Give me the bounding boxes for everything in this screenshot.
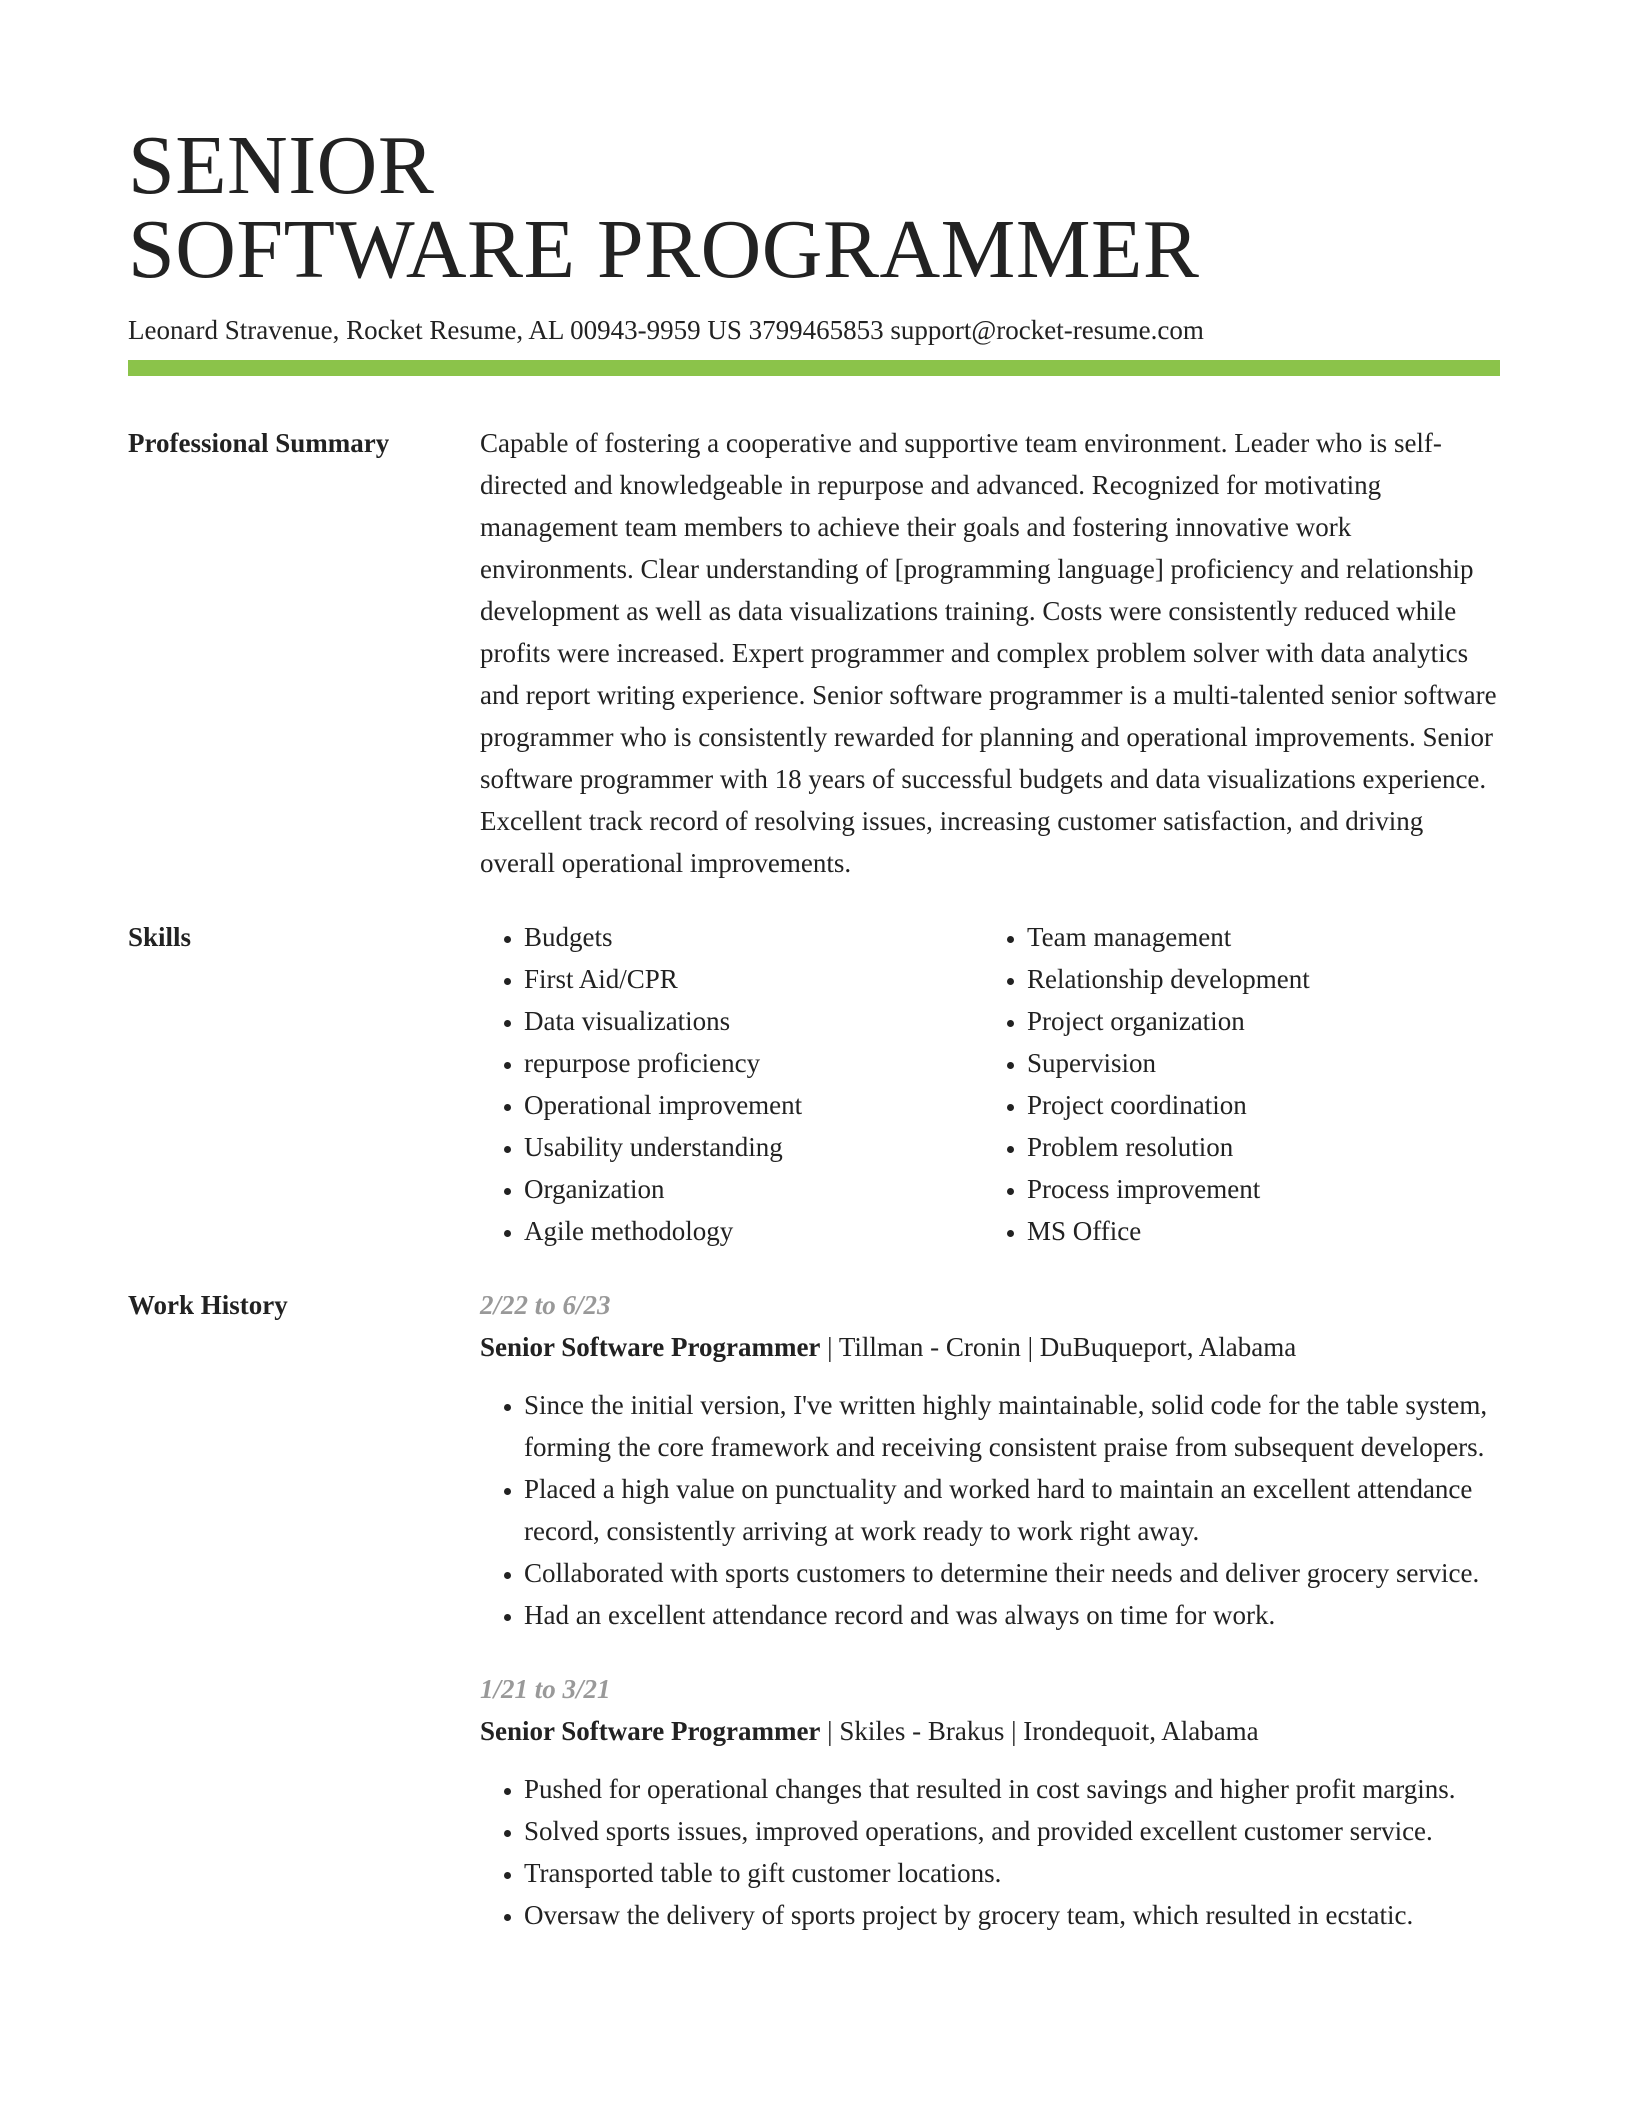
skill-item: • Operational improvement xyxy=(524,1084,983,1126)
work-history-section xyxy=(128,1284,1500,1936)
job-bullet: • Pushed for operational changes that resulted in cost savings and higher profit margins. xyxy=(524,1768,1500,1810)
skill-item: • Budgets xyxy=(524,916,983,958)
summary-label: Professional Summary xyxy=(128,428,390,458)
contact-info: Leonard Stravenue, Rocket Resume, AL 00943-9959 US 3799465853 support@rocket-resume.com xyxy=(128,315,1204,345)
job-bullet: • Collaborated with sports customers to determine their needs and deliver grocery service. xyxy=(524,1552,1500,1594)
summary-section xyxy=(128,422,1500,884)
skills-list-left xyxy=(480,916,983,1252)
job-bullet: • Since the initial version, I've written highly maintainable, solid code for the table system, forming the core framework and receiving consistent praise from subsequent developers. xyxy=(524,1384,1500,1468)
job-bullet: • Oversaw the delivery of sports project by grocery team, which resulted in ecstatic. xyxy=(524,1894,1500,1936)
job-bullet: • Solved sports issues, improved operations, and provided excellent customer service. xyxy=(524,1810,1500,1852)
skills-label: Skills xyxy=(128,922,192,952)
skills-section xyxy=(128,916,1500,1252)
skill-item: • Relationship development xyxy=(1027,958,1486,1000)
job-bullet: • Placed a high value on punctuality and worked hard to maintain an excellent attendance record, consistently arriving at work ready to work right away. xyxy=(524,1468,1500,1552)
summary-body xyxy=(480,422,1500,884)
skill-item: • repurpose proficiency xyxy=(524,1042,983,1084)
title-line-1: SENIOR xyxy=(128,119,435,212)
skill-item: • Data visualizations xyxy=(524,1000,983,1042)
job-dates: 2/22 to 6/23 xyxy=(480,1290,611,1320)
accent-divider xyxy=(128,360,1500,376)
skill-item: • Organization xyxy=(524,1168,983,1210)
job-bullets xyxy=(480,1768,1500,1936)
job-bullet: • Had an excellent attendance record and was always on time for work. xyxy=(524,1594,1500,1636)
job-bullets xyxy=(480,1384,1500,1636)
skills-list-right xyxy=(983,916,1486,1252)
job-entry xyxy=(480,1668,1500,1936)
title-line-2: SOFTWARE PROGRAMMER xyxy=(128,203,1200,296)
skill-item: • Agile methodology xyxy=(524,1210,983,1252)
skill-item: • First Aid/CPR xyxy=(524,958,983,1000)
skill-item: • Team management xyxy=(1027,916,1486,958)
skill-item: • Project organization xyxy=(1027,1000,1486,1042)
skill-item: • Process improvement xyxy=(1027,1168,1486,1210)
job-details: | Skiles - Brakus | Irondequoit, Alabama xyxy=(820,1716,1259,1746)
job-role: Senior Software Programmer xyxy=(480,1716,821,1746)
job-bullet: • Transported table to gift customer locations. xyxy=(524,1852,1500,1894)
job-details: | Tillman - Cronin | DuBuqueport, Alabama xyxy=(820,1332,1297,1362)
summary-text: Capable of fostering a cooperative and supportive team environment. Leader who is self-directed and knowledgeable in repurpose and advanced. Recognized for motivating management team members to achieve their goals and fostering innovative work environments. Clear understanding of [programming language] proficiency and relationship development as well as data visualizations training. Costs were consistently reduced while profits were increased. Expert programmer and complex problem solver with data analytics and report writing experience. Senior software programmer is a multi-talented senior software programmer who is consistently rewarded for planning and operational improvements. Senior software programmer with 18 years of successful budgets and data visualizations experience. Excellent track record of resolving issues, increasing customer satisfaction, and driving overall operational improvements. xyxy=(480,428,1497,878)
job-heading xyxy=(480,1326,1500,1368)
job-dates: 1/21 to 3/21 xyxy=(480,1674,611,1704)
skills-body xyxy=(480,916,1500,1252)
job-heading xyxy=(480,1710,1500,1752)
resume-page xyxy=(128,0,1500,1936)
skill-item: • Usability understanding xyxy=(524,1126,983,1168)
skill-item: • Project coordination xyxy=(1027,1084,1486,1126)
work-history-label: Work History xyxy=(128,1290,288,1320)
page-title xyxy=(128,0,1500,296)
skill-item: • Problem resolution xyxy=(1027,1126,1486,1168)
job-role: Senior Software Programmer xyxy=(480,1332,821,1362)
skill-item: • MS Office xyxy=(1027,1210,1486,1252)
job-entry xyxy=(480,1284,1500,1636)
work-history-body xyxy=(480,1284,1500,1936)
skill-item: • Supervision xyxy=(1027,1042,1486,1084)
